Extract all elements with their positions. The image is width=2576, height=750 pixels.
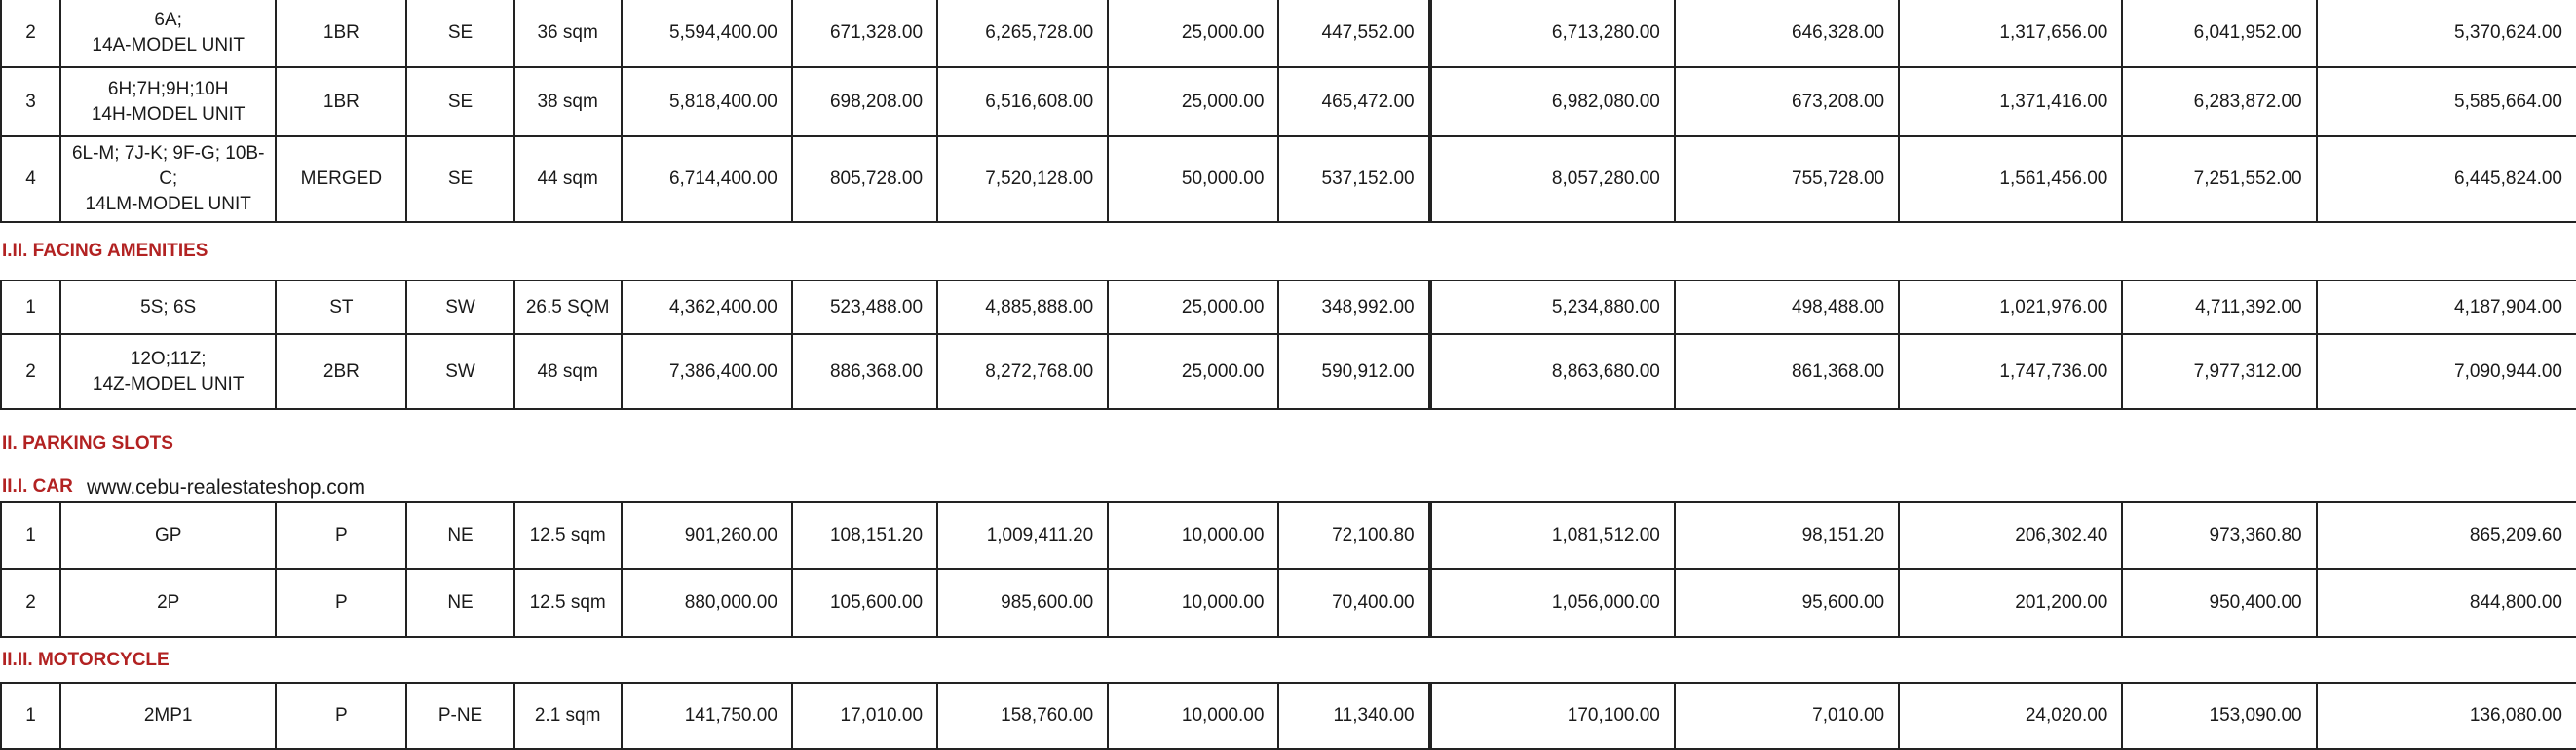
- downpayment-cell: 1,021,976.00: [1899, 281, 2122, 334]
- residential-units-table: [0, 0, 2576, 223]
- row-number-cell: 1: [1, 502, 60, 569]
- facing-cell: SE: [406, 67, 513, 136]
- facing-cell: SE: [406, 0, 513, 67]
- net-of-reservation-cell: 861,368.00: [1675, 334, 1899, 409]
- unit-name-line: GP: [154, 524, 182, 545]
- vat-cell: 805,728.00: [792, 136, 937, 222]
- section-heading-parking-slots: II. PARKING SLOTS: [2, 433, 173, 454]
- unit-name-line: 14A-MODEL UNIT: [92, 35, 245, 56]
- balance-cell: 973,360.80: [2122, 502, 2316, 569]
- financing-cell: 5,585,664.00: [2317, 67, 2576, 136]
- table-row: [1, 0, 2576, 67]
- balance-cell: 7,977,312.00: [2122, 334, 2316, 409]
- floor-area-cell: 48 sqm: [514, 334, 622, 409]
- total-contract-price-cell: 8,272,768.00: [937, 334, 1108, 409]
- list-price-cell: 4,362,400.00: [622, 281, 792, 334]
- reservation-fee-cell: 25,000.00: [1108, 334, 1278, 409]
- row-number-cell: 1: [1, 281, 60, 334]
- total-price-cell: 8,863,680.00: [1430, 334, 1675, 409]
- total-contract-price-cell: 158,760.00: [937, 683, 1108, 749]
- vat-cell: 671,328.00: [792, 0, 937, 67]
- unit-type-cell: ST: [276, 281, 406, 334]
- facing-cell: NE: [406, 502, 513, 569]
- total-price-cell: 170,100.00: [1430, 683, 1675, 749]
- unit-name-line: 6A;: [154, 10, 182, 30]
- vat-cell: 523,488.00: [792, 281, 937, 334]
- floor-area-cell: 36 sqm: [514, 0, 622, 67]
- website-watermark: www.cebu-realestateshop.com: [87, 476, 365, 499]
- spot-dp-cell: 72,100.80: [1278, 502, 1429, 569]
- unit-name-line: 6H;7H;9H;10H: [107, 78, 229, 99]
- facing-amenities-table: [0, 280, 2576, 410]
- list-price-cell: 7,386,400.00: [622, 334, 792, 409]
- unit-name-line: 14LM-MODEL UNIT: [85, 194, 251, 214]
- total-contract-price-cell: 4,885,888.00: [937, 281, 1108, 334]
- vat-cell: 886,368.00: [792, 334, 937, 409]
- financing-cell: 5,370,624.00: [2317, 0, 2576, 67]
- downpayment-cell: 201,200.00: [1899, 569, 2122, 637]
- balance-cell: 6,041,952.00: [2122, 0, 2316, 67]
- floor-area-cell: 38 sqm: [514, 67, 622, 136]
- floor-area-cell: 44 sqm: [514, 136, 622, 222]
- motorcycle-parking-table: [0, 682, 2576, 750]
- car-parking-table: [0, 501, 2576, 638]
- reservation-fee-cell: 25,000.00: [1108, 281, 1278, 334]
- downpayment-cell: 1,371,416.00: [1899, 67, 2122, 136]
- total-price-cell: 6,982,080.00: [1430, 67, 1675, 136]
- financing-cell: 7,090,944.00: [2317, 334, 2576, 409]
- balance-cell: 950,400.00: [2122, 569, 2316, 637]
- unit-name-line: 2MP1: [143, 705, 193, 726]
- row-number-cell: 3: [1, 67, 60, 136]
- unit-name-line: 14Z-MODEL UNIT: [92, 373, 245, 394]
- unit-name-cell: [60, 136, 276, 222]
- list-price-cell: 5,818,400.00: [622, 67, 792, 136]
- unit-name-line: C;: [159, 169, 178, 189]
- balance-cell: 6,283,872.00: [2122, 67, 2316, 136]
- net-of-reservation-cell: 498,488.00: [1675, 281, 1899, 334]
- unit-name-cell: [60, 67, 276, 136]
- unit-type-cell: P: [276, 683, 406, 749]
- table-row: [1, 683, 2576, 749]
- floor-area-cell: 12.5 sqm: [514, 502, 622, 569]
- list-price-cell: 880,000.00: [622, 569, 792, 637]
- unit-name-cell: [60, 683, 276, 749]
- table-row: [1, 569, 2576, 637]
- financing-cell: 6,445,824.00: [2317, 136, 2576, 222]
- spot-dp-cell: 348,992.00: [1278, 281, 1429, 334]
- spot-dp-cell: 590,912.00: [1278, 334, 1429, 409]
- row-number-cell: 2: [1, 334, 60, 409]
- row-number-cell: 4: [1, 136, 60, 222]
- total-contract-price-cell: 1,009,411.20: [937, 502, 1108, 569]
- reservation-fee-cell: 25,000.00: [1108, 0, 1278, 67]
- reservation-fee-cell: 10,000.00: [1108, 502, 1278, 569]
- downpayment-cell: 1,317,656.00: [1899, 0, 2122, 67]
- net-of-reservation-cell: 755,728.00: [1675, 136, 1899, 222]
- unit-name-line: 12O;11Z;: [130, 348, 207, 369]
- unit-type-cell: P: [276, 569, 406, 637]
- unit-type-cell: 1BR: [276, 0, 406, 67]
- section-heading-facing-amenities: I.II. FACING AMENITIES: [2, 241, 208, 261]
- unit-name-cell: [60, 334, 276, 409]
- downpayment-cell: 206,302.40: [1899, 502, 2122, 569]
- spot-dp-cell: 11,340.00: [1278, 683, 1429, 749]
- list-price-cell: 6,714,400.00: [622, 136, 792, 222]
- reservation-fee-cell: 10,000.00: [1108, 683, 1278, 749]
- table-row: [1, 334, 2576, 409]
- balance-cell: 7,251,552.00: [2122, 136, 2316, 222]
- floor-area-cell: 12.5 sqm: [514, 569, 622, 637]
- vat-cell: 108,151.20: [792, 502, 937, 569]
- financing-cell: 136,080.00: [2317, 683, 2576, 749]
- table-row: [1, 281, 2576, 334]
- facing-cell: SE: [406, 136, 513, 222]
- unit-type-cell: 2BR: [276, 334, 406, 409]
- net-of-reservation-cell: 673,208.00: [1675, 67, 1899, 136]
- unit-name-cell: [60, 569, 276, 637]
- reservation-fee-cell: 50,000.00: [1108, 136, 1278, 222]
- unit-type-cell: MERGED: [276, 136, 406, 222]
- facing-cell: SW: [406, 281, 513, 334]
- unit-name-line: 14H-MODEL UNIT: [91, 103, 246, 125]
- downpayment-cell: 1,561,456.00: [1899, 136, 2122, 222]
- vat-cell: 105,600.00: [792, 569, 937, 637]
- row-number-cell: 2: [1, 569, 60, 637]
- spot-dp-cell: 70,400.00: [1278, 569, 1429, 637]
- unit-name-line: 2P: [157, 592, 180, 613]
- unit-type-cell: 1BR: [276, 67, 406, 136]
- facing-cell: NE: [406, 569, 513, 637]
- unit-name-line: 5S; 6S: [140, 296, 197, 318]
- section-heading-car: II.I. CAR: [2, 476, 73, 497]
- net-of-reservation-cell: 95,600.00: [1675, 569, 1899, 637]
- list-price-cell: 141,750.00: [622, 683, 792, 749]
- total-contract-price-cell: 985,600.00: [937, 569, 1108, 637]
- unit-type-cell: P: [276, 502, 406, 569]
- total-contract-price-cell: 6,516,608.00: [937, 67, 1108, 136]
- net-of-reservation-cell: 646,328.00: [1675, 0, 1899, 67]
- table-row: [1, 502, 2576, 569]
- net-of-reservation-cell: 98,151.20: [1675, 502, 1899, 569]
- financing-cell: 865,209.60: [2317, 502, 2576, 569]
- row-number-cell: 2: [1, 0, 60, 67]
- balance-cell: 4,711,392.00: [2122, 281, 2316, 334]
- list-price-cell: 5,594,400.00: [622, 0, 792, 67]
- unit-name-cell: [60, 281, 276, 334]
- facing-cell: SW: [406, 334, 513, 409]
- reservation-fee-cell: 25,000.00: [1108, 67, 1278, 136]
- spot-dp-cell: 537,152.00: [1278, 136, 1429, 222]
- floor-area-cell: 2.1 sqm: [514, 683, 622, 749]
- floor-area-cell: 26.5 SQM: [514, 281, 622, 334]
- unit-name-cell: [60, 502, 276, 569]
- balance-cell: 153,090.00: [2122, 683, 2316, 749]
- table-row: [1, 136, 2576, 222]
- facing-cell: P-NE: [406, 683, 513, 749]
- financing-cell: 4,187,904.00: [2317, 281, 2576, 334]
- downpayment-cell: 24,020.00: [1899, 683, 2122, 749]
- total-contract-price-cell: 7,520,128.00: [937, 136, 1108, 222]
- total-price-cell: 5,234,880.00: [1430, 281, 1675, 334]
- unit-name-cell: [60, 0, 276, 67]
- total-contract-price-cell: 6,265,728.00: [937, 0, 1108, 67]
- reservation-fee-cell: 10,000.00: [1108, 569, 1278, 637]
- financing-cell: 844,800.00: [2317, 569, 2576, 637]
- downpayment-cell: 1,747,736.00: [1899, 334, 2122, 409]
- total-price-cell: 6,713,280.00: [1430, 0, 1675, 67]
- list-price-cell: 901,260.00: [622, 502, 792, 569]
- table-row: [1, 67, 2576, 136]
- total-price-cell: 1,081,512.00: [1430, 502, 1675, 569]
- vat-cell: 17,010.00: [792, 683, 937, 749]
- unit-name-line: 6L-M; 7J-K; 9F-G; 10B-: [71, 143, 265, 164]
- net-of-reservation-cell: 7,010.00: [1675, 683, 1899, 749]
- total-price-cell: 1,056,000.00: [1430, 569, 1675, 637]
- row-number-cell: 1: [1, 683, 60, 749]
- total-price-cell: 8,057,280.00: [1430, 136, 1675, 222]
- spot-dp-cell: 465,472.00: [1278, 67, 1429, 136]
- vat-cell: 698,208.00: [792, 67, 937, 136]
- spot-dp-cell: 447,552.00: [1278, 0, 1429, 67]
- section-heading-motorcycle: II.II. MOTORCYCLE: [2, 650, 170, 670]
